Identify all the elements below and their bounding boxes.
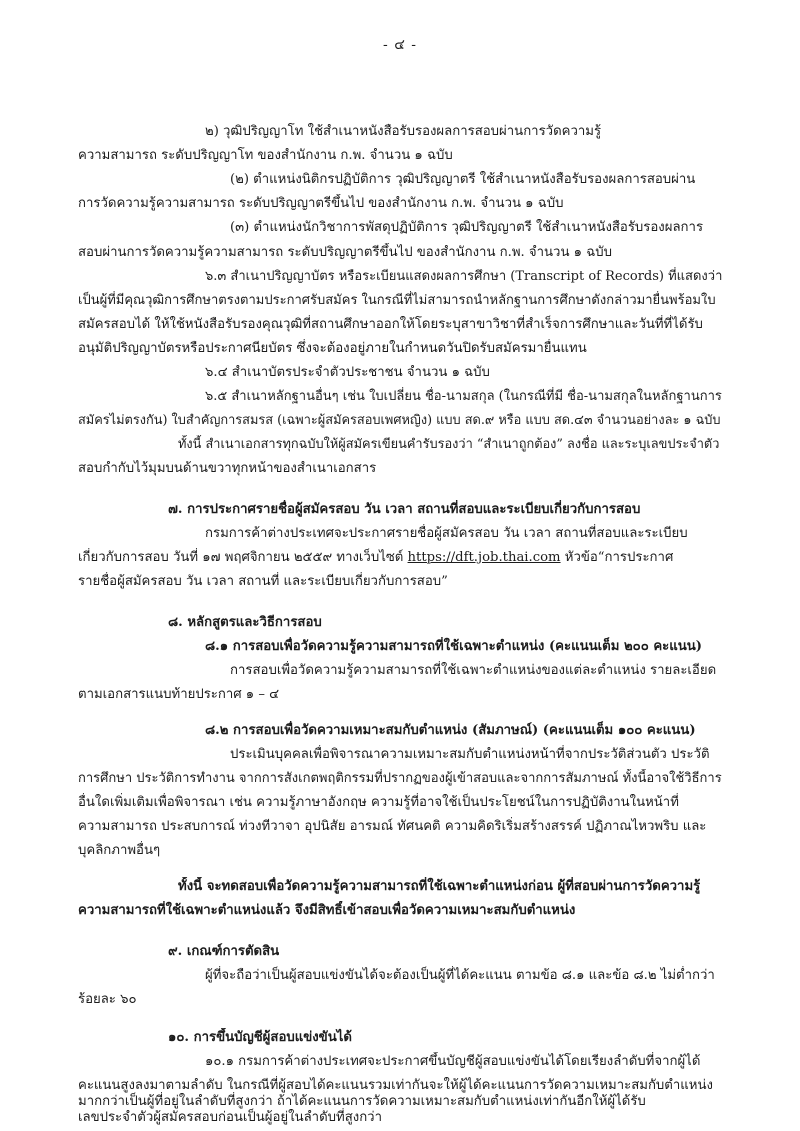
text-line: ความสามารถ ประสบการณ์ ท่วงทีวาจา อุปนิสัย อารมณ์ ทัศนคติ ความคิดริเริ่มสร้างสรรค์ ปฏิภาณไหวพริบ และ — [78, 819, 707, 834]
text-line: คะแนนสูงลงมาตามลำดับ ในกรณีที่ผู้สอบได้คะแนนรวมเท่ากันจะให้ผู้ได้คะแนนการวัดความเหมาะสมกับตำแหน่ง — [78, 1078, 713, 1093]
text-line: สอบกำกับไว้มุมบนด้านขวาทุกหน้าของสำเนาเอกสาร — [78, 461, 377, 476]
text-line: สมัครสอบได้ ให้ใช้หนังสือรับรองคุณวุฒิที่สถานศึกษาออกให้โดยระบุสาขาวิชาที่สำเร็จการศึกษาและวันที่ที่ได้รับ — [78, 317, 703, 332]
subsection-heading-8-1: ๘.๑ การสอบเพื่อวัดความรู้ความสามารถที่ใช้เฉพาะตำแหน่ง (คะแนนเต็ม ๒๐๐ คะแนน) — [205, 639, 703, 654]
text-segment: เกี่ยวกับการสอบ วันที่ ๑๗ พฤศจิกายน ๒๕๕๙ ทางเว็บไซต์ — [78, 550, 404, 565]
text-line: การวัดความรู้ความสามารถ ระดับปริญญาตรีขึ้นไป ของสำนักงาน ก.พ. จำนวน ๑ ฉบับ — [78, 196, 564, 211]
text-line: ความสามารถที่ใช้เฉพาะตำแหน่งแล้ว จึงมีสิทธิ์เข้าสอบเพื่อวัดความเหมาะสมกับตำแหน่ง — [78, 903, 576, 918]
text-line: บุคลิกภาพอื่นๆ — [78, 843, 161, 858]
text-line: ร้อยละ ๖๐ — [78, 992, 137, 1007]
text-line: ๒) วุฒิปริญญาโท ใช้สำเนาหนังสือรับรองผลการสอบผ่านการวัดความรู้ — [205, 124, 602, 139]
page-number: - ๔ - — [383, 37, 417, 53]
section-heading-8: ๘. หลักสูตรและวิธีการสอบ — [168, 615, 322, 630]
website-link[interactable]: https://dft.job.thai.com — [407, 550, 561, 565]
text-line: ความสามารถ ระดับปริญญาโท ของสำนักงาน ก.พ. จำนวน ๑ ฉบับ — [78, 148, 453, 163]
text-line: ๖.๓ สำเนาปริญญาบัตร หรือระเบียนแสดงผลการศึกษา (Transcript of Records) ที่แสดงว่า — [205, 269, 722, 284]
text-line: มากกว่าเป็นผู้ที่อยู่ในลำดับที่สูงกว่า ถ้าได้คะแนนการวัดความเหมาะสมกับตำแหน่งเท่ากันอีกให้ผู้ได้รับ — [78, 1094, 646, 1109]
text-line: สมัครไม่ตรงกัน) ใบสำคัญการสมรส (เฉพาะผู้สมัครสอบเพศหญิง) แบบ สด.๙ หรือ แบบ สด.๔๓ จำนวนอย่างละ ๑ ฉบับ — [78, 413, 721, 428]
text-line: การศึกษา ประวัติการทำงาน จากการสังเกตพฤติกรรมที่ปรากฏของผู้เข้าสอบและจากการสัมภาษณ์ ทั้งนี้อาจใช้วิธีการ — [78, 771, 722, 786]
text-line: ๖.๕ สำเนาหลักฐานอื่นๆ เช่น ใบเปลี่ยน ชื่อ-นามสกุล (ในกรณีที่มี ชื่อ-นามสกุลในหลักฐานการ — [205, 389, 722, 404]
text-segment: หัวข้อ“การประกาศ — [564, 550, 674, 565]
subsection-heading-8-2: ๘.๒ การสอบเพื่อวัดความเหมาะสมกับตำแหน่ง (สัมภาษณ์) (คะแนนเต็ม ๑๐๐ คะแนน) — [205, 723, 696, 738]
text-line: ทั้งนี้ จะทดสอบเพื่อวัดความรู้ความสามารถที่ใช้เฉพาะตำแหน่งก่อน ผู้ที่สอบผ่านการวัดความรู้ — [178, 879, 701, 894]
text-line-with-link — [78, 548, 673, 568]
text-line: อื่นใดเพิ่มเติมเพื่อพิจารณา เช่น ความรู้ภาษาอังกฤษ ความรู้ที่อาจใช้เป็นประโยชน์ในการปฏิบัติงานในหน้าที่ — [78, 795, 679, 810]
text-line: ทั้งนี้ สำเนาเอกสารทุกฉบับให้ผู้สมัครเขียนคำรับรองว่า “สำเนาถูกต้อง” ลงชื่อ และระบุเลขประจำตัว — [178, 437, 720, 452]
text-line: ๖.๔ สำเนาบัตรประจำตัวประชาชน จำนวน ๑ ฉบับ — [205, 365, 490, 380]
text-line: ผู้ที่จะถือว่าเป็นผู้สอบแข่งขันได้จะต้องเป็นผู้ที่ได้คะแนน ตามข้อ ๘.๑ และข้อ ๘.๒ ไม่ต่ำกว่า — [205, 968, 715, 983]
text-line: ตามเอกสารแนบท้ายประกาศ ๑ – ๔ — [78, 687, 280, 702]
section-heading-10: ๑๐. การขึ้นบัญชีผู้สอบแข่งขันได้ — [168, 1030, 352, 1045]
text-line: ๑๐.๑ กรมการค้าต่างประเทศจะประกาศขึ้นบัญชีผู้สอบแข่งขันได้โดยเรียงลำดับที่จากผู้ได้ — [205, 1054, 701, 1069]
text-line: เลขประจำตัวผู้สมัครสอบก่อนเป็นผู้อยู่ในลำดับที่สูงกว่า — [78, 1110, 382, 1125]
text-line: (๒) ตำแหน่งนิติกรปฏิบัติการ วุฒิปริญญาตรี ใช้สำเนาหนังสือรับรองผลการสอบผ่าน — [230, 172, 696, 187]
text-line: รายชื่อผู้สมัครสอบ วัน เวลา สถานที่ และระเบียบเกี่ยวกับการสอบ” — [78, 574, 448, 589]
section-heading-7: ๗. การประกาศรายชื่อผู้สมัครสอบ วัน เวลา สถานที่สอบและระเบียบเกี่ยวกับการสอบ — [168, 502, 641, 517]
text-line: ประเมินบุคคลเพื่อพิจารณาความเหมาะสมกับตำแหน่งหน้าที่จากประวัติส่วนตัว ประวัติ — [230, 747, 710, 762]
text-line: กรมการค้าต่างประเทศจะประกาศรายชื่อผู้สมัครสอบ วัน เวลา สถานที่สอบและระเบียบ — [205, 526, 688, 541]
section-heading-9: ๙. เกณฑ์การตัดสิน — [168, 944, 280, 959]
text-line: เป็นผู้ที่มีคุณวุฒิการศึกษาตรงตามประกาศรับสมัคร ในกรณีที่ไม่สามารถนำหลักฐานการศึกษาดังกล่าวมายื่นพร้อมใบ — [78, 293, 716, 308]
text-line: อนุมัติปริญญาบัตรหรือประกาศนียบัตร ซึ่งจะต้องอยู่ภายในกำหนดวันปิดรับสมัครมายื่นแทน — [78, 341, 587, 356]
text-line: การสอบเพื่อวัดความรู้ความสามารถที่ใช้เฉพาะตำแหน่งของแต่ละตำแหน่ง รายละเอียด — [230, 663, 717, 678]
text-line: สอบผ่านการวัดความรู้ความสามารถ ระดับปริญญาตรีขึ้นไป ของสำนักงาน ก.พ. จำนวน ๑ ฉบับ — [78, 245, 612, 260]
text-line: (๓) ตำแหน่งนักวิชาการพัสดุปฏิบัติการ วุฒิปริญญาตรี ใช้สำเนาหนังสือรับรองผลการ — [230, 220, 704, 235]
